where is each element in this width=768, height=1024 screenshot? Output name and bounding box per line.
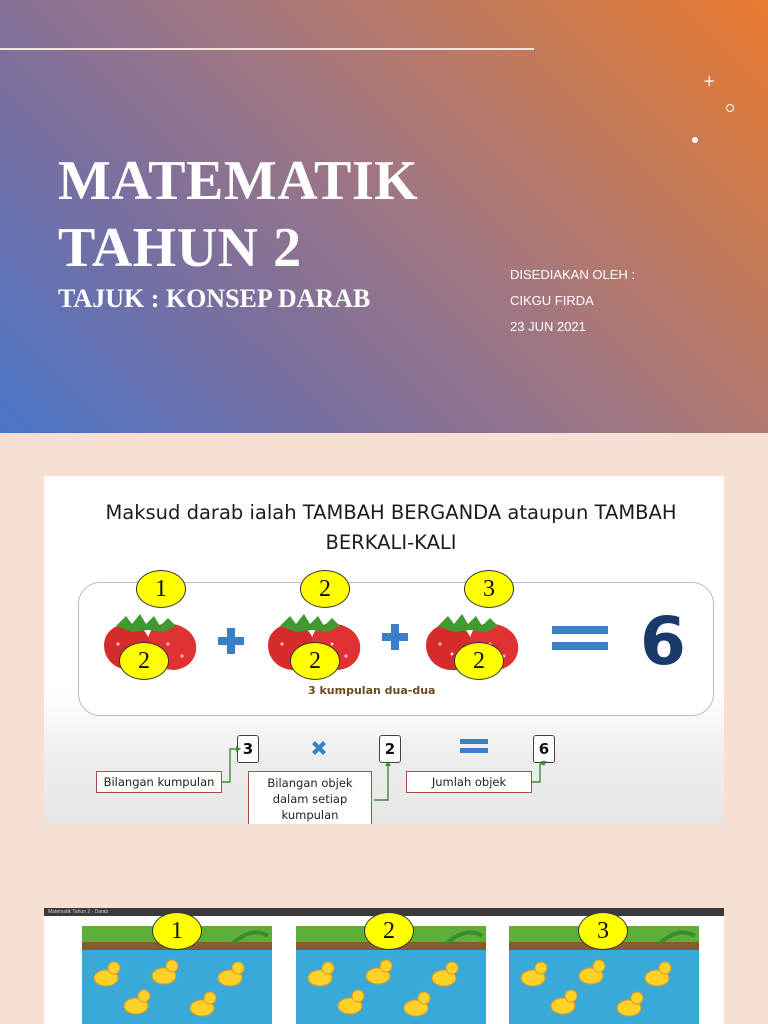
group-number-bubble: 3	[464, 570, 514, 608]
scene-number-bubble: 3	[578, 912, 628, 950]
title-slide	[0, 0, 768, 433]
title-line-2: TAHUN 2	[58, 217, 302, 279]
group-caption: 3 kumpulan dua-dua	[308, 684, 436, 697]
total-number-box: 6	[533, 735, 555, 763]
slide-title	[58, 148, 418, 282]
scene-number-bubble: 2	[364, 912, 414, 950]
definition-line-2: BERKALI-KALI	[325, 531, 457, 554]
object-count-bubble: 2	[290, 642, 340, 680]
definition-slide	[44, 476, 724, 824]
addition-result: 6	[640, 603, 686, 680]
plus-decoration-icon: +	[703, 72, 716, 90]
total-label: Jumlah objek	[406, 771, 532, 793]
author-label: DISEDIAKAN OLEH :	[510, 267, 635, 282]
objects-label-line-2: dalam setiap	[272, 792, 348, 806]
groups-number-box: 3	[237, 735, 259, 763]
object-count-bubble: 2	[119, 642, 169, 680]
slide-subtitle: TAJUK : KONSEP DARAB	[58, 284, 371, 313]
group-number-bubble: 2	[300, 570, 350, 608]
ducks-slide	[44, 908, 724, 1024]
scene-number-bubble: 1	[152, 912, 202, 950]
objects-number-box: 2	[379, 735, 401, 763]
connector-arrows	[44, 476, 724, 824]
author-name: CIKGU FIRDA	[510, 293, 594, 308]
objects-label-line-1: Bilangan objek	[267, 776, 353, 790]
presentation-date: 23 JUN 2021	[510, 319, 586, 334]
decorative-line	[0, 48, 534, 50]
definition-line-1: Maksud darab ialah TAMBAH BERGANDA ataupun TAMBAH	[105, 501, 677, 524]
author-block	[510, 262, 635, 340]
slide-header-text: Matematik Tahun 2 · Darab	[48, 909, 109, 915]
ring-decoration-icon	[726, 104, 734, 112]
groups-label: Bilangan kumpulan	[96, 771, 222, 793]
object-count-bubble: 2	[454, 642, 504, 680]
dot-decoration-icon	[692, 137, 698, 143]
objects-label-line-3: kumpulan	[281, 808, 339, 822]
title-line-1: MATEMATIK	[58, 150, 419, 212]
group-number-bubble: 1	[136, 570, 186, 608]
